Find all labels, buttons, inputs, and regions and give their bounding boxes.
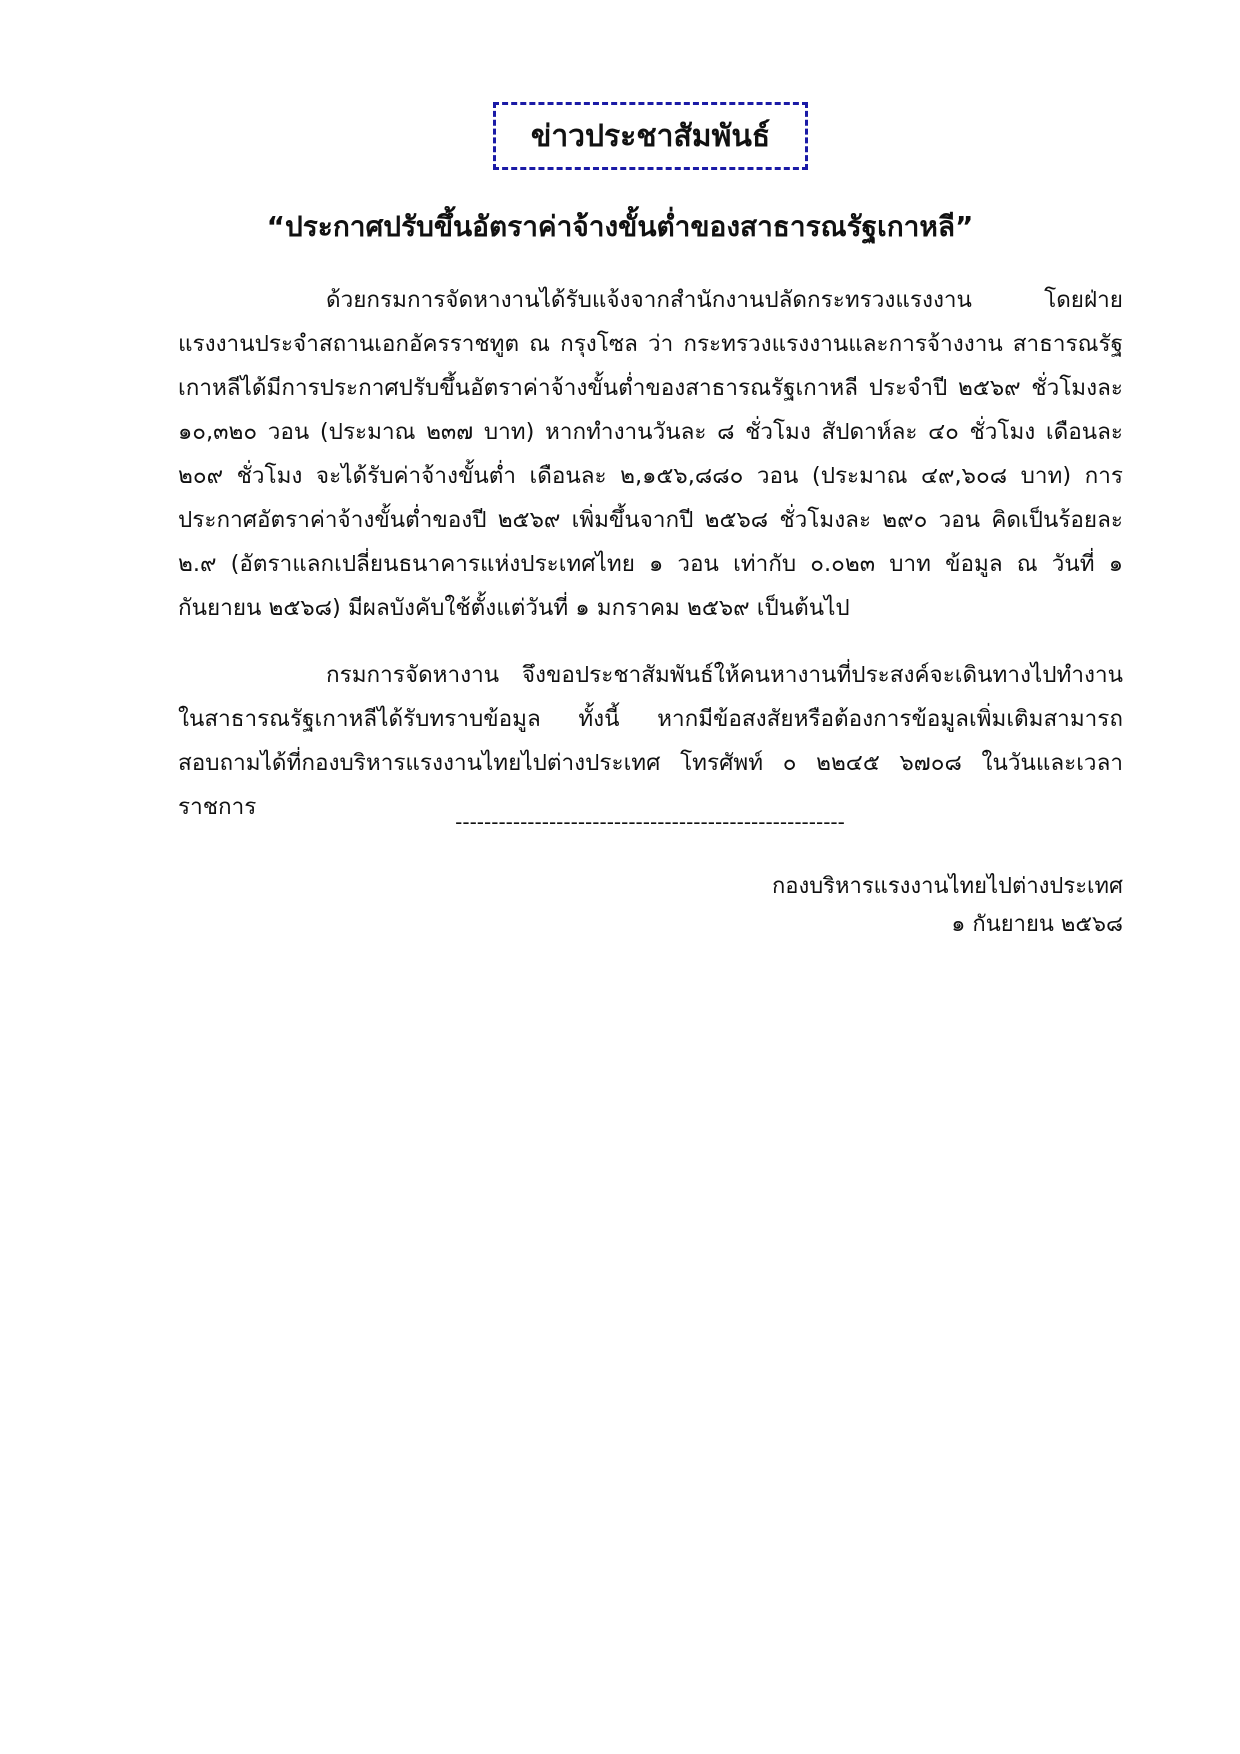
body-paragraph-1: ด้วยกรมการจัดหางานได้รับแจ้งจากสำนักงานปลัดกระทรวงแรงงาน โดยฝ่ายแรงงานประจำสถานเอกอัครราชทูต ณ กรุงโซล ว่า กระทรวงแรงงานและการจ้างงาน สาธารณรัฐเกาหลีได้มีการประกาศปรับขึ้นอัตราค่าจ้างขั้นต่ำของสาธารณรัฐเกาหลี ประจำปี ๒๕๖๙ ชั่วโมงละ ๑๐,๓๒๐ วอน (ประมาณ ๒๓๗ บาท) หากทำงานวันละ ๘ ชั่วโมง สัปดาห์ละ ๔๐ ชั่วโมง เดือนละ ๒๐๙ ชั่วโมง จะได้รับค่าจ้างขั้นต่ำ เดือนละ ๒,๑๕๖,๘๘๐ วอน (ประมาณ ๔๙,๖๐๘ บาท) การประกาศอัตราค่าจ้างขั้นต่ำของปี ๒๕๖๙ เพิ่มขึ้นจากปี ๒๕๖๘ ชั่วโมงละ ๒๙๐ วอน คิดเป็นร้อยละ ๒.๙ (อัตราแลกเปลี่ยนธนาคารแห่งประเทศไทย ๑ วอน เท่ากับ ๐.๐๒๓ บาท ข้อมูล ณ วันที่ ๑ กันยายน ๒๕๖๘) มีผลบังคับใช้ตั้งแต่วันที่ ๑ มกราคม ๒๕๖๙ เป็นต้นไป <box>178 287 1123 621</box>
press-release-label: ข่าวประชาสัมพันธ์ <box>530 118 771 154</box>
signature-organization: กองบริหารแรงงานไทยไปต่างประเทศ <box>771 874 1123 899</box>
press-release-label-box <box>493 102 808 170</box>
body-paragraph-2: กรมการจัดหางาน จึงขอประชาสัมพันธ์ให้คนหางานที่ประสงค์จะเดินทางไปทำงานในสาธารณรัฐเกาหลีได้รับทราบข้อมูล ทั้งนี้ หากมีข้อสงสัยหรือต้องการข้อมูลเพิ่มเติมสามารถสอบถามได้ที่กองบริหารแรงงานไทยไปต่างประเทศ โทรศัพท์ ๐ ๒๒๔๕ ๖๗๐๘ ในวันและเวลาราชการ <box>178 662 1123 820</box>
divider-line: ------------------------------------------------------ <box>455 810 845 834</box>
announcement-headline: “ประกาศปรับขึ้นอัตราค่าจ้างขั้นต่ำของสาธารณรัฐเกาหลี” <box>266 210 974 243</box>
signature-date: ๑ กันยายน ๒๕๖๘ <box>951 912 1123 937</box>
